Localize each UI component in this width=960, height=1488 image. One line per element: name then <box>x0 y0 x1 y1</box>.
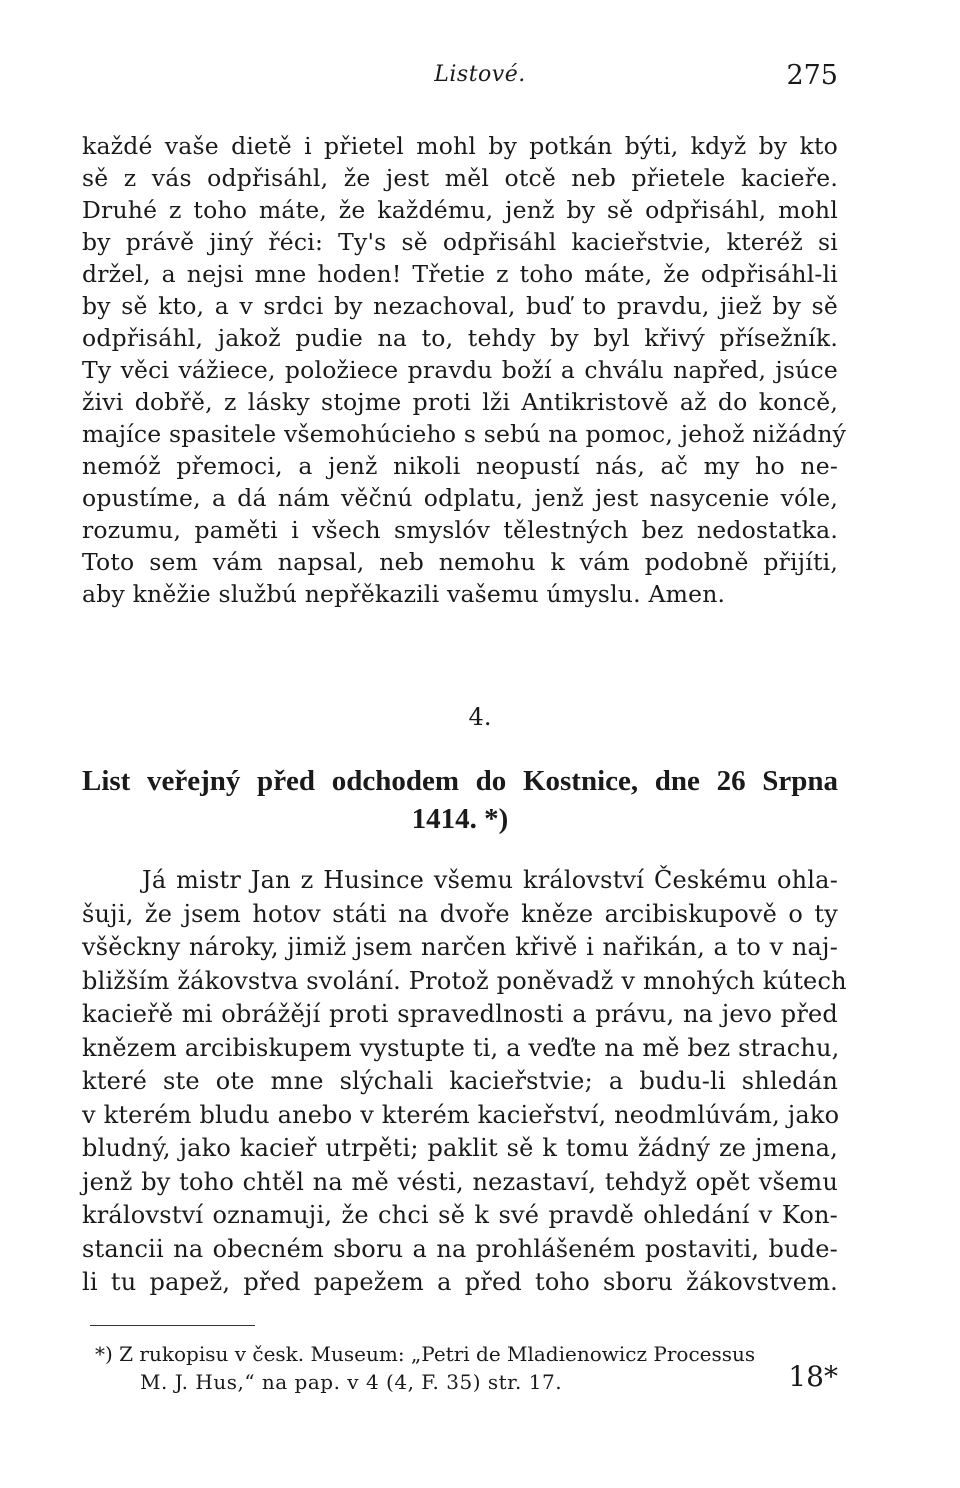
footnote-line: M. J. Hus,“ na pap. v 4 (4, F. 35) str. 17. <box>140 1370 563 1394</box>
text-line: království oznamuji, že chci sě k své pravdě ohledání v Kon- <box>82 1201 838 1229</box>
section-number: 4. <box>468 703 492 731</box>
text-line: kacieřě mi obrážějí proti spravedlnosti a právu, na jevo před <box>82 1000 838 1028</box>
text-line: v kterém bludu anebo v kterém kacieřství, neodmlúvám, jako <box>82 1100 840 1129</box>
text-line: Druhé z toho máte, že každému, jenž by sě odpřisáhl, mohl <box>82 196 838 224</box>
text-line: které ste ote mne slýchali kacieřstvie; a budu-li shledán <box>82 1067 838 1095</box>
running-title: Listové. <box>434 62 526 87</box>
text-line: držel, a nejsi mne hoden! Třetie z toho máte, že odpřisáhl-li <box>82 260 838 288</box>
text-line: odpřisáhl, jakož pudie na to, tehdy by byl křivý přísežník. <box>82 324 838 352</box>
text-line: nemóž přemoci, a jenž nikoli neopustí nás, ač my ho ne- <box>82 452 838 480</box>
heading-line: List veřejný před odchodem do Kostnice, dne 26 Srpna <box>82 765 838 797</box>
text-line: stancii na obecném sboru a na prohlášeném postaviti, bude- <box>82 1234 838 1263</box>
text-line: živi dobřě, z lásky stojme proti lži Antikristově až do koncě, <box>82 388 838 416</box>
letter-heading <box>82 762 838 838</box>
text-line: bludný, jako kacieř utrpěti; paklit sě k tomu žádný ze jmena, <box>82 1134 838 1162</box>
text-line: bližším žákovstva svolání. Protož poněvadž v mnohých kútech <box>82 966 847 995</box>
footnote-line: *) Z rukopisu v česk. Museum: „Petri de Mladienowicz Processus <box>95 1342 756 1366</box>
text-line: rozumu, paměti i všech smyslóv tělestných bez nedostatka. <box>82 516 838 544</box>
previous-letter-text <box>82 130 847 610</box>
text-line: všěckny nároky, jimiž jsem narčen křivě i nařikán, a to v naj- <box>82 933 838 961</box>
signature-mark: 18* <box>788 1360 838 1393</box>
text-line: každé vaše dietě i přietel mohl by potkán býti, když by kto <box>82 132 838 160</box>
text-line: jenž by toho chtěl na mě vésti, nezastaví, tehdyž opět všemu <box>82 1167 838 1196</box>
page-number: 275 <box>786 60 838 91</box>
text-line: opustíme, a dá nám věčnú odplatu, jenž jest nasycenie vóle, <box>82 484 838 512</box>
text-line: Já mistr Jan z Husince všemu království Českému ohla- <box>142 866 838 894</box>
text-line: aby kněžie službú nepřěkazili vašemu úmyslu. Amen. <box>82 580 726 608</box>
text-line: sě z vás odpřisáhl, že jest měl otcě neb přietele kacieře. <box>82 164 838 192</box>
text-line: li tu papež, před papežem a před toho sboru žákovstvem. <box>82 1268 838 1296</box>
footnote-divider <box>90 1325 255 1326</box>
text-line: knězem arcibiskupem vystupte ti, a veďte na mě bez strachu, <box>82 1033 840 1062</box>
text-line: by právě jiný řéci: Ty's sě odpřisáhl kacieřstvie, kteréž si <box>82 228 838 256</box>
footnote <box>95 1340 840 1396</box>
text-line: Toto sem vám napsal, neb nemohu k vám podobně přijíti, <box>82 548 838 576</box>
text-line: šuji, že jsem hotov státi na dvoře kněze arcibiskupově o ty <box>82 899 838 928</box>
heading-line: 1414. *) <box>411 803 509 835</box>
text-line: Ty věci vážiece, položiece pravdu boží a chválu napřed, jsúce <box>82 356 838 384</box>
letter-text <box>82 864 847 1300</box>
text-line: by sě kto, a v srdci by nezachoval, buď to pravdu, jiež by sě <box>82 292 838 320</box>
text-line: majíce spasitele všemohúcieho s sebú na pomoc, jehož nižádný <box>82 420 847 448</box>
